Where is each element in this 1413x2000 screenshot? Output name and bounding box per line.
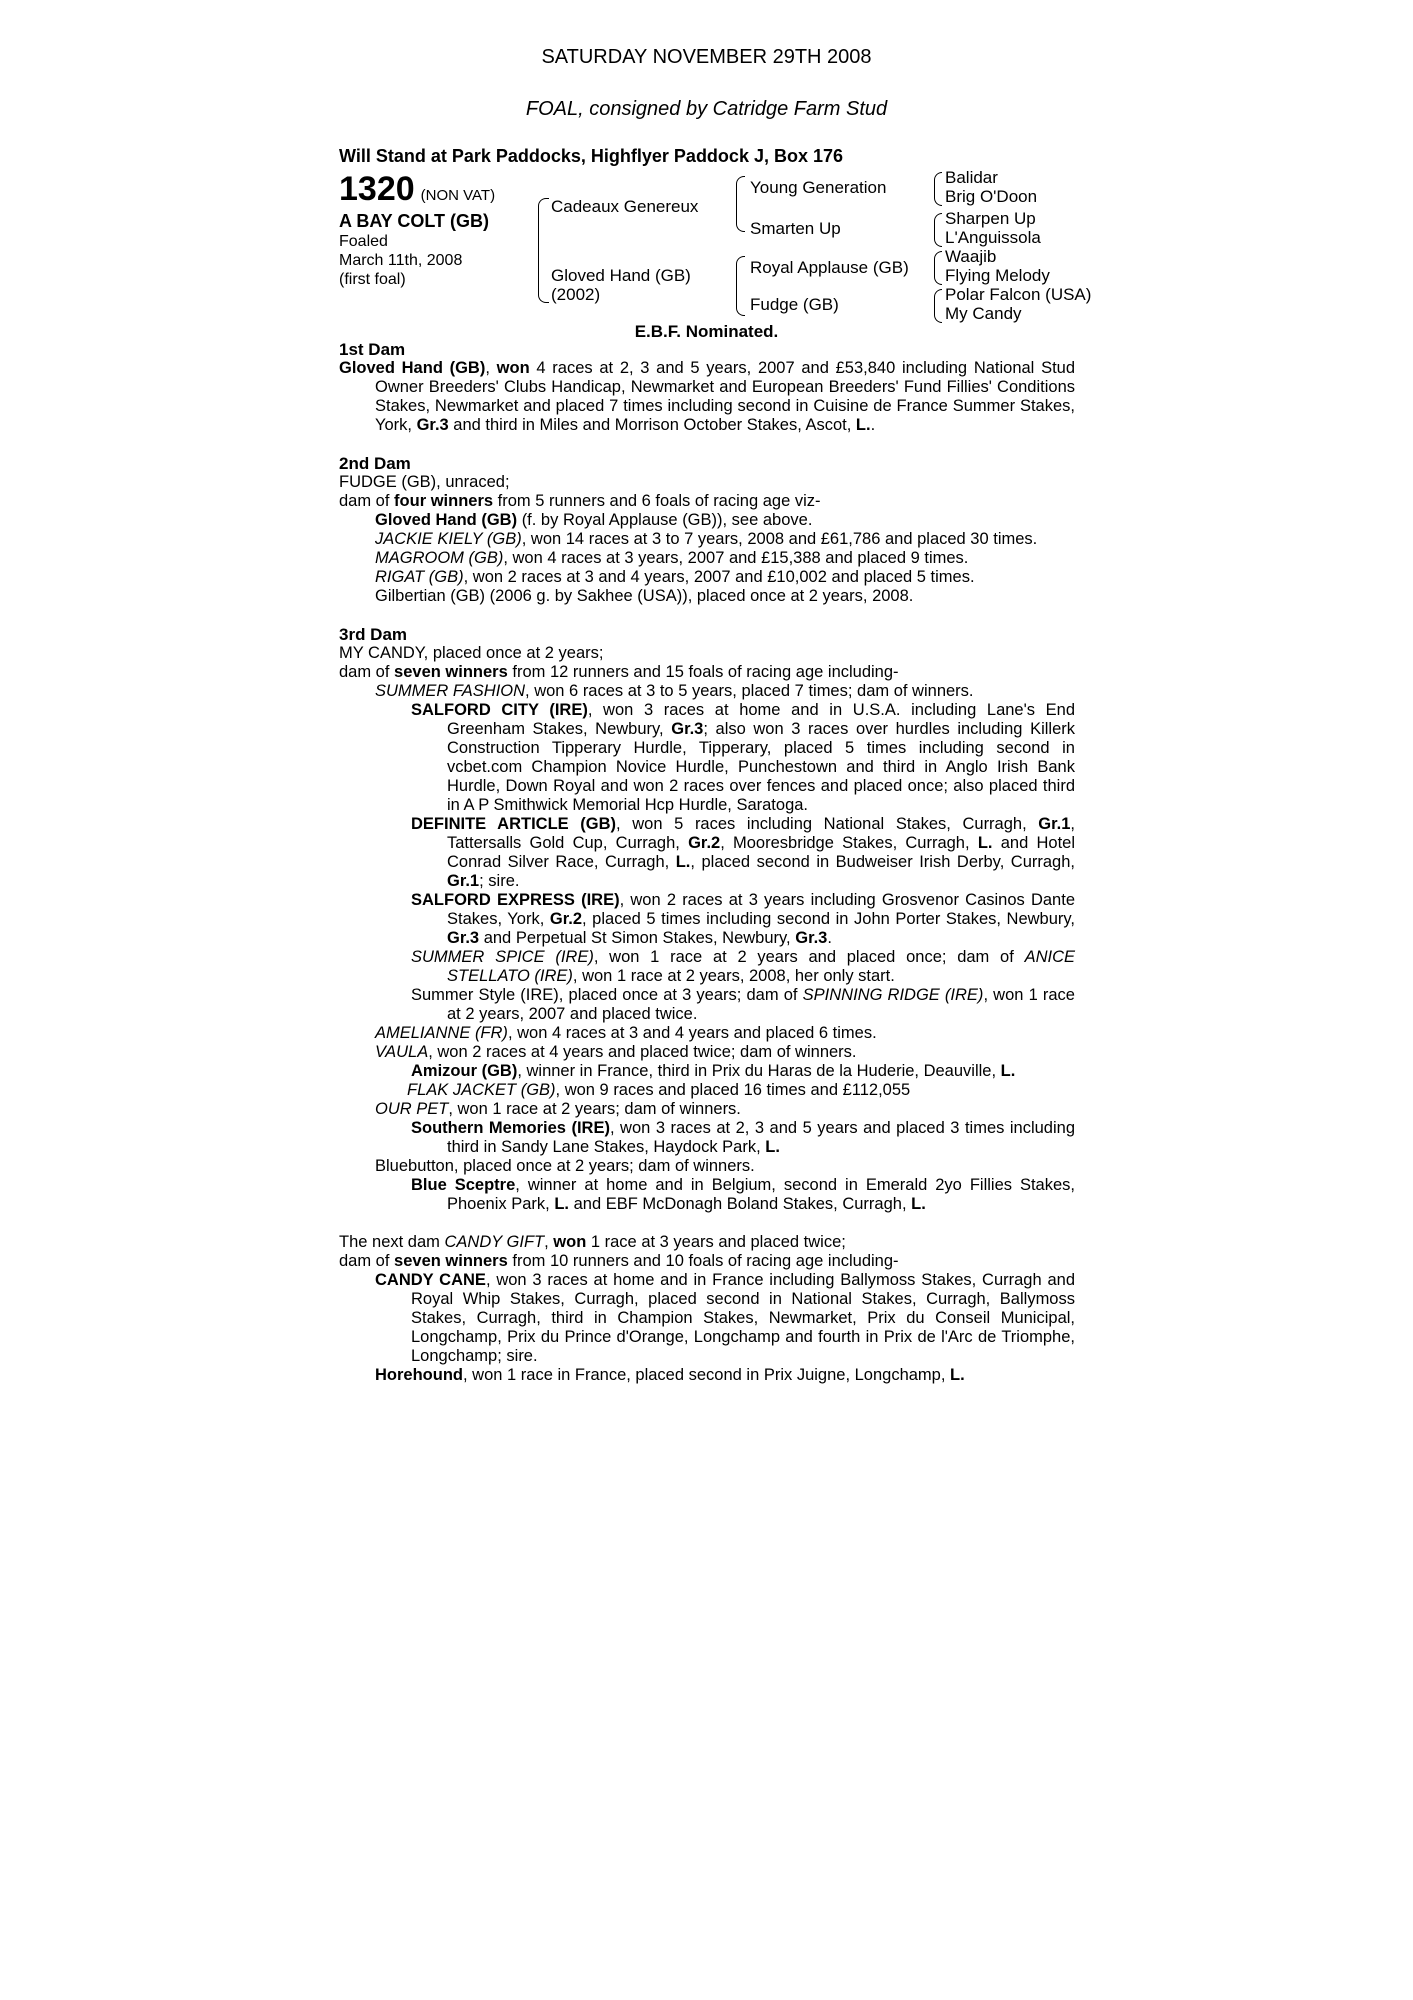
pedigree-brace-g1 — [934, 172, 942, 206]
produce-southern-memories: Southern Memories (IRE), won 3 races at 2, 3 and 5 years and placed 3 times including third in Sandy Lane Stakes, Haydock Park, L. — [411, 1119, 1076, 1156]
stand-location: Will Stand at Park Paddocks, Highflyer Paddock J, Box 176 — [339, 146, 843, 166]
produce-jackie-kiely: JACKIE KIELY (GB), won 14 races at 3 to 7 years, 2008 and £61,786 and placed 30 times. — [375, 530, 1038, 548]
produce-horehound: Horehound, won 1 race in France, placed second in Prix Juigne, Longchamp, L. — [375, 1366, 965, 1384]
pedigree-brace-g3 — [934, 251, 942, 285]
pedigree-gen3-4: L'Anguissola — [945, 228, 1041, 247]
produce-blue-sceptre: Blue Sceptre, winner at home and in Belgium, second in Emerald 2yo Fillies Stakes, Phoenix Park, L. and EBF McDonagh Boland Stakes, Curragh, L. — [411, 1176, 1075, 1213]
produce-definite-article: DEFINITE ARTICLE (GB), won 5 races including National Stakes, Curragh, Gr.1, Tattersalls Gold Cup, Curragh, Gr.2, Mooresbridge Stakes, Curragh, L. and Hotel Conrad Silver Race, Curragh, L., placed second in Budweiser Irish Derby, Curragh, Gr.1; sire. — [411, 815, 1075, 890]
vat-status: (NON VAT) — [420, 187, 496, 204]
catalogue-body — [339, 340, 1075, 1385]
pedigree-brace-dam — [736, 256, 745, 316]
second-dam-produce: dam of four winners from 5 runners and 6 foals of racing age viz- — [339, 492, 821, 510]
lot-description: A BAY COLT (GB) — [339, 211, 490, 231]
produce-salford-express: SALFORD EXPRESS (IRE), won 2 races at 3 years including Grosvenor Casinos Dante Stakes, York, Gr.2, placed 5 times including second in John Porter Stakes, Newbury, Gr.3 and Perpetual St Simon Stakes, Newbury, Gr.3. — [411, 891, 1076, 947]
pedigree-gen3-6: Flying Melody — [945, 266, 1050, 285]
third-dam-heading: 3rd Dam — [339, 625, 408, 644]
pedigree-dam: Gloved Hand (GB) — [551, 266, 691, 285]
pedigree-dam-sire: Royal Applause (GB) — [750, 258, 909, 277]
produce-flak-jacket: FLAK JACKET (GB), won 9 races and placed 16 times and £112,055 — [407, 1081, 911, 1099]
foal-note: (first foal) — [339, 271, 406, 288]
produce-bluebutton: Bluebutton, placed once at 2 years; dam of winners. — [375, 1157, 755, 1175]
produce-rigat: RIGAT (GB), won 2 races at 3 and 4 years, 2007 and £10,002 and placed 5 times. — [375, 568, 975, 586]
first-dam-heading: 1st Dam — [339, 340, 406, 359]
produce-amelianne: AMELIANNE (FR), won 4 races at 3 and 4 years and placed 6 times. — [375, 1024, 877, 1042]
produce-candy-cane: CANDY CANE, won 3 races at home and in France including Ballymoss Stakes, Curragh and Royal Whip Stakes, Curragh, placed second in National Stakes, Curragh, Ballymoss Stakes, Curragh, third in Champion Stakes, Newmarket, Prix du Conseil Municipal, Longchamp, Prix du Prince d'Orange, Longchamp and fourth in Prix de l'Arc de Triomphe, Longchamp; sire. — [375, 1271, 1075, 1365]
third-dam-produce: dam of seven winners from 12 runners and 15 foals of racing age including- — [339, 663, 899, 681]
pedigree-brace-g2 — [934, 213, 942, 247]
produce-vaula: VAULA, won 2 races at 4 years and placed twice; dam of winners. — [375, 1043, 857, 1061]
pedigree-dam-dam: Fudge (GB) — [750, 295, 839, 314]
produce-our-pet: OUR PET, won 1 race at 2 years; dam of winners. — [375, 1100, 741, 1118]
produce-summer-fashion: SUMMER FASHION, won 6 races at 3 to 5 years, placed 7 times; dam of winners. — [375, 682, 974, 700]
produce-summer-style: Summer Style (IRE), placed once at 3 years; dam of SPINNING RIDGE (IRE), won 1 race at 2 years, 2007 and placed twice. — [411, 986, 1075, 1023]
pedigree-brace-main — [538, 198, 549, 303]
produce-gilbertian: Gilbertian (GB) (2006 g. by Sakhee (USA)), placed once at 2 years, 2008. — [375, 587, 914, 605]
produce-gloved-hand: Gloved Hand (GB) (f. by Royal Applause (GB)), see above. — [375, 511, 813, 529]
pedigree-gen3-1: Balidar — [945, 168, 998, 187]
next-dam-line: The next dam CANDY GIFT, won 1 race at 3 years and placed twice; — [339, 1233, 846, 1251]
foaled-date: March 11th, 2008 — [339, 252, 463, 269]
produce-magroom: MAGROOM (GB), won 4 races at 3 years, 2007 and £15,388 and placed 9 times. — [375, 549, 969, 567]
consignment-line: FOAL, consigned by Catridge Farm Stud — [525, 98, 888, 120]
pedigree-gen3-7: Polar Falcon (USA) — [945, 285, 1092, 304]
produce-amizour: Amizour (GB), winner in France, third in Prix du Haras de la Huderie, Deauville, L. — [411, 1062, 1016, 1080]
pedigree-dam-year: (2002) — [551, 285, 601, 304]
produce-salford-city: SALFORD CITY (IRE), won 3 races at home and in U.S.A. including Lane's End Greenham Stakes, Newbury, Gr.3; also won 3 races over hurdles including Killerk Construction Tipperary Hurdle, Tipperary, placed 5 times including second in vcbet.com Champion Novice Hurdle, Punchestown and third in Anglo Irish Bank Hurdle, Down Royal and won 2 races over fences and placed once; also placed third in A P Smithwick Memorial Hcp Hurdle, Saratoga. — [411, 701, 1075, 814]
pedigree-brace-g4 — [934, 289, 942, 323]
lot-block — [339, 170, 495, 289]
pedigree-sire: Cadeaux Genereux — [551, 197, 699, 216]
produce-summer-spice: SUMMER SPICE (IRE), won 1 race at 2 years and placed once; dam of ANICE STELLATO (IRE), won 1 race at 2 years, 2008, her only start. — [411, 948, 1075, 985]
second-dam-line: FUDGE (GB), unraced; — [339, 473, 510, 491]
pedigree-gen3-8: My Candy — [945, 304, 1022, 323]
second-dam-heading: 2nd Dam — [339, 454, 411, 473]
ebf-nominated: E.B.F. Nominated. — [634, 322, 779, 341]
pedigree-gen3-2: Brig O'Doon — [945, 187, 1038, 206]
pedigree-gen3-5: Waajib — [945, 247, 997, 266]
foaled-label: Foaled — [339, 233, 388, 250]
lot-number: 1320 — [339, 170, 415, 208]
pedigree-brace-sire — [736, 176, 745, 232]
first-dam-entry: Gloved Hand (GB), won 4 races at 2, 3 and 5 years, 2007 and £53,840 including National Stud Owner Breeders' Clubs Handicap, Newmarket and European Breeders' Fund Fillies' Conditions Stakes, Newmarket and placed 7 times including second in Cuisine de France Summer Stakes, York, Gr.3 and third in Miles and Morrison October Stakes, Ascot, L.. — [339, 359, 1076, 434]
next-dam-produce: dam of seven winners from 10 runners and 10 foals of racing age including- — [339, 1252, 899, 1270]
third-dam-line: MY CANDY, placed once at 2 years; — [339, 644, 604, 662]
pedigree-gen3-3: Sharpen Up — [945, 209, 1036, 228]
sale-date: SATURDAY NOVEMBER 29TH 2008 — [541, 46, 872, 68]
pedigree-sire-sire: Young Generation — [750, 178, 887, 197]
pedigree-sire-dam: Smarten Up — [750, 219, 841, 238]
